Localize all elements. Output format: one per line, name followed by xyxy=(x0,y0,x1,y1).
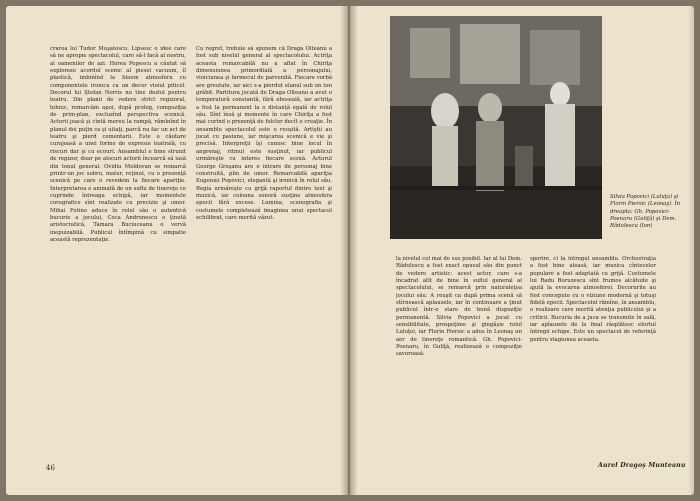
page-number: 46 xyxy=(46,464,55,472)
right-column-1: la nivelul cel mai de sus posibil. Iar al lui Dem. Rădulescu a fost exact opusul său din punct de vedere artistic: acest actor, care s-a încadrat atît de bine în suflul general al spectacolului, se remarcă prin naturaleţea jocului său. A reuşit ca după prima scenă să stîrnească aplauzele, iar în continuare a ţinut publicul într-o stare de bună dispoziţie permanentă. Silvia Popovici a jucat cu sensibilitate, prospeţime şi gingăşie rolul Luluţei, iar Florin Piersic a adus în Leonaş un aer de tinereţe romantică. Gh. Popovici-Poenaru, în Guliţă, realizează o compoziţie savuroasă. xyxy=(396,256,522,358)
right-page xyxy=(352,6,694,495)
left-column-2: Cu regret, trebuie să spunem că Draga Olteanu a fost sub nivelul general al spectacolului. Actriţa aceasta remarcabilă nu a aflat în Chiriţa dimensiunea primordială a personajului, vioiciunea şi farmecul de parvenită. Fiecare vorbă are greutate, iar aici s-a pierdut elanul sub un ton grăbit. Partitura jucată de Draga Olteanu a avut o temperatură constantă, fără oboseală, iar actriţa a fost la permanent la o distanţă egală de rolul său. Sînt însă şi momente în care Chiriţa a fost mai curînd o prezenţă de folclor decît o creaţie. În ansamblu spectacolul este o reuşită. Artiştii au jucat cu pasiune, iar mişcarea scenică e vie şi precisă. Interpreţii îşi cunosc bine locul în angrenaj, ritmul este susţinut, iar publicul urmăreşte cu interes fiecare scenă. Actorul George Groşanu are o intrare de personaj bine construită, plin de umor. Remarcabilă apariţia Eugeniei Popovici, elegantă şi ironică în rolul său. Regia urmăreşte cu grijă raportul dintre text şi muzică, iar coloana sonoră susţine atmosfera epocii fără excese. Lumina, scenografia şi costumele completează imaginea unui spectacol echilibrat, care merită văzut. xyxy=(196,46,332,221)
photo-caption: Silvia Popovici (Luluţa) şi Florin Piersic (Leonaş). În dreapta: Gh. Popovici-Poenaru (Guliţă) şi Dem. Rădulescu (Ion) xyxy=(610,194,681,230)
author-signature: Aurel Dragoş Munteanu xyxy=(598,462,686,469)
left-page xyxy=(6,6,346,495)
stage-photo-image xyxy=(390,16,602,239)
left-column-1: crarea lui Tudor Muşatescu. Lipsesc o idee care să ne apropie spectacolul, care să-l facă al nostru, al oamenilor de azi. Horea Popescu a căutat să exploreze acordul scenic al piesei vacuum, îl plastică, imbinînd la bloom atmosfera cu componentele ironica ca un decor vioiul piticel. Decorul lui Ştefan Norris nu tine dezlul pentru teatru. Din planii de vedere strict regizoral, tehnic, remarcăm apoi, după prolog, compoziţia de prim-plan, excluzînd perspectiva scenică. Actorii joacă şi cîntă mereu la rampă, rămînînd în planul doi puţin ca şi uitaţi, parcă nu fac un act de teatru şi pierd comentarii. Este o căutare curajoasă a unei forme de expresie teatrală, cu riscuri dar şi cu ecouri. Ansamblul e bine strunit de regizor, doar pe alocuri actorii încearcă să iasă din tonul general. Ovidiu Moldovan se remarcă printr-un joc sobru, matur, reţinut, cu o prezenţă scenică pe care o revedem la fiecare apariţie. Interpretarea e animată de un suflu de tinereţe ce cuprinde întreaga echipă, iar momentele coregrafice sînt realizate cu precizie şi umor. Mihai Fotino aduce în rolul său o autentică bucurie a jocului, Coca Andronescu o ţinută aristocratică, Tamara Buciuceanu o vervă inepuizabilă. Publicul întîmpină cu simpatie această reprezentaţie. xyxy=(50,46,186,243)
stage-photo xyxy=(390,16,602,239)
right-column-2: sporire, ci la întregul ansamblu. Orchestraţia a fost bine aleasă, iar muzica cîntecelor populare a fost adaptată cu grijă. Costumele lui Radu Boruzescu sînt frumos alcătuite şi ajută la evocarea atmosferei. Decorurile au fost concepute cu o viziune modernă şi totuşi fidelă epocii. Spectacolul rămîne, în ansamblu, o realizare care merită atenţia publicului şi a criticii. Bucuria de a juca se transmite în sală, iar aplauzele de la final răsplătesc efortul întregii echipe. Este un spectacol de referinţă pentru stagiunea aceasta. xyxy=(530,256,656,343)
page-edge-shadow xyxy=(688,6,694,495)
book-gutter xyxy=(340,6,358,495)
